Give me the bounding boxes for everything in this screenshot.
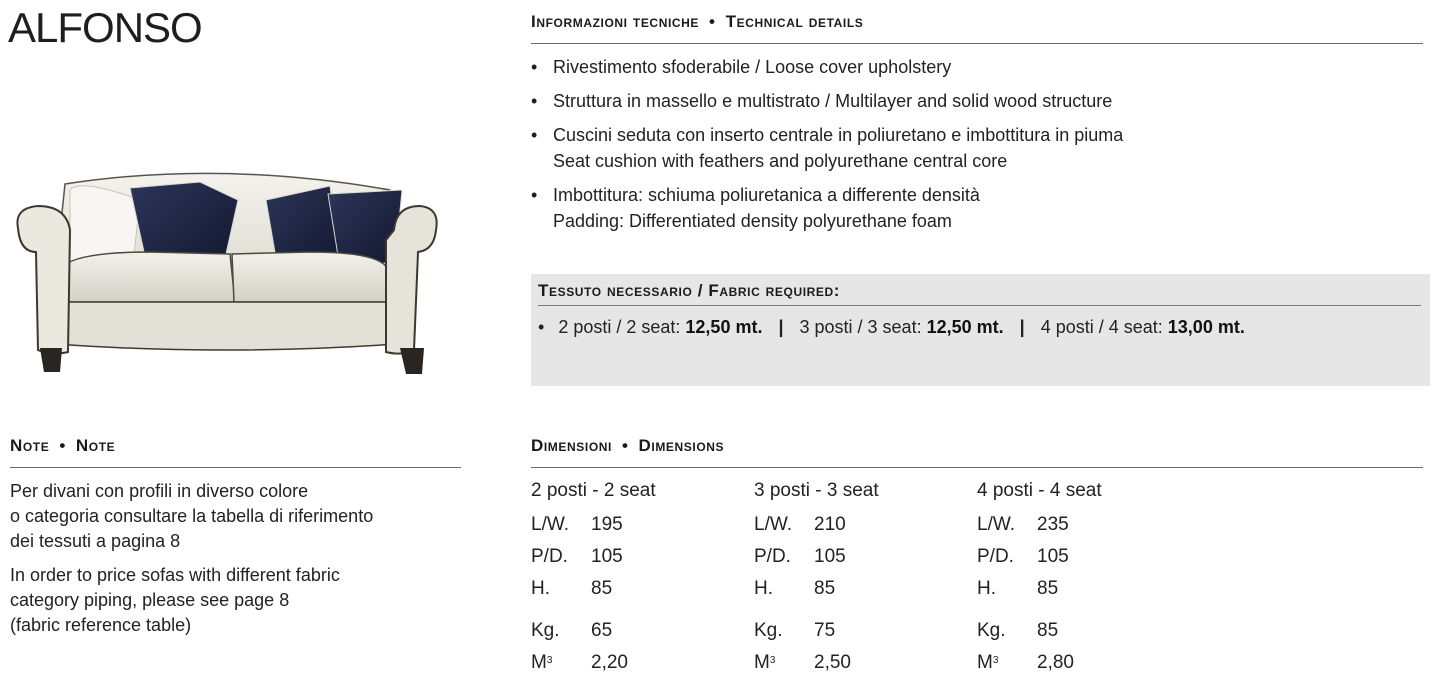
- technical-item: • Struttura in massello e multistrato / Multilayer and solid wood structure: [531, 91, 1113, 111]
- column-title: 3 posti - 3 seat: [754, 480, 879, 501]
- notes-paragraph-en: In order to price sofas with different fabric category piping, please see page 8 (fabric reference table): [10, 565, 340, 635]
- dimensions-divider: [531, 467, 1423, 468]
- dimension-depth: P/D. 105: [977, 546, 1069, 567]
- product-title: ALFONSO: [8, 4, 202, 51]
- technical-divider: [531, 43, 1423, 44]
- sofa-image: [10, 160, 440, 380]
- dimension-width: L/W. 210: [754, 514, 846, 535]
- technical-details-heading: Informazioni tecniche • Technical details: [531, 12, 864, 31]
- dimension-width: L/W. 235: [977, 514, 1069, 535]
- dimension-depth: P/D. 105: [531, 546, 623, 567]
- fabric-required-values: • 2 posti / 2 seat: 12,50 mt. | 3 posti / 3 seat: 12,50 mt. | 4 posti / 4 seat: 13,00 mt.: [538, 317, 1245, 337]
- dimension-height: H. 85: [531, 578, 613, 599]
- dimension-height: H. 85: [754, 578, 836, 599]
- notes-divider: [10, 467, 461, 468]
- notes-heading: Note • Note: [10, 436, 116, 455]
- dimension-depth: P/D. 105: [754, 546, 846, 567]
- dimensions-column-2-seat: [531, 478, 751, 682]
- fabric-divider: [538, 305, 1421, 306]
- column-title: 4 posti - 4 seat: [977, 480, 1102, 501]
- dimensions-column-4-seat: [977, 478, 1197, 682]
- dimension-width: L/W. 195: [531, 514, 623, 535]
- notes-paragraph-it: Per divani con profili in diverso colore o categoria consultare la tabella di riferimento dei tessuti a pagina 8: [10, 481, 374, 551]
- dimension-volume: $M^3$ 2,20: [531, 652, 628, 673]
- technical-details-list: [531, 54, 1421, 242]
- fabric-required-heading: Tessuto necessario / Fabric required:: [538, 281, 841, 300]
- technical-item: • Rivestimento sfoderabile / Loose cover upholstery: [531, 57, 952, 77]
- dimension-height: H. 85: [977, 578, 1059, 599]
- technical-item: • Cuscini seduta con inserto centrale in poliuretano e imbottitura in piuma Seat cushion with feathers and polyurethane central core: [531, 125, 1124, 171]
- column-title: 2 posti - 2 seat: [531, 480, 656, 501]
- dimension-weight: Kg. 65: [531, 620, 613, 641]
- dimensions-heading: Dimensioni • Dimensions: [531, 436, 725, 455]
- technical-item: • Imbottitura: schiuma poliuretanica a differente densità Padding: Differentiated density polyurethane foam: [531, 185, 980, 231]
- dimension-volume: $M^3$ 2,50: [754, 652, 851, 673]
- dimension-weight: Kg. 75: [754, 620, 836, 641]
- dimension-volume: $M^3$ 2,80: [977, 652, 1074, 673]
- dimension-weight: Kg. 85: [977, 620, 1059, 641]
- dimensions-column-3-seat: [754, 478, 974, 682]
